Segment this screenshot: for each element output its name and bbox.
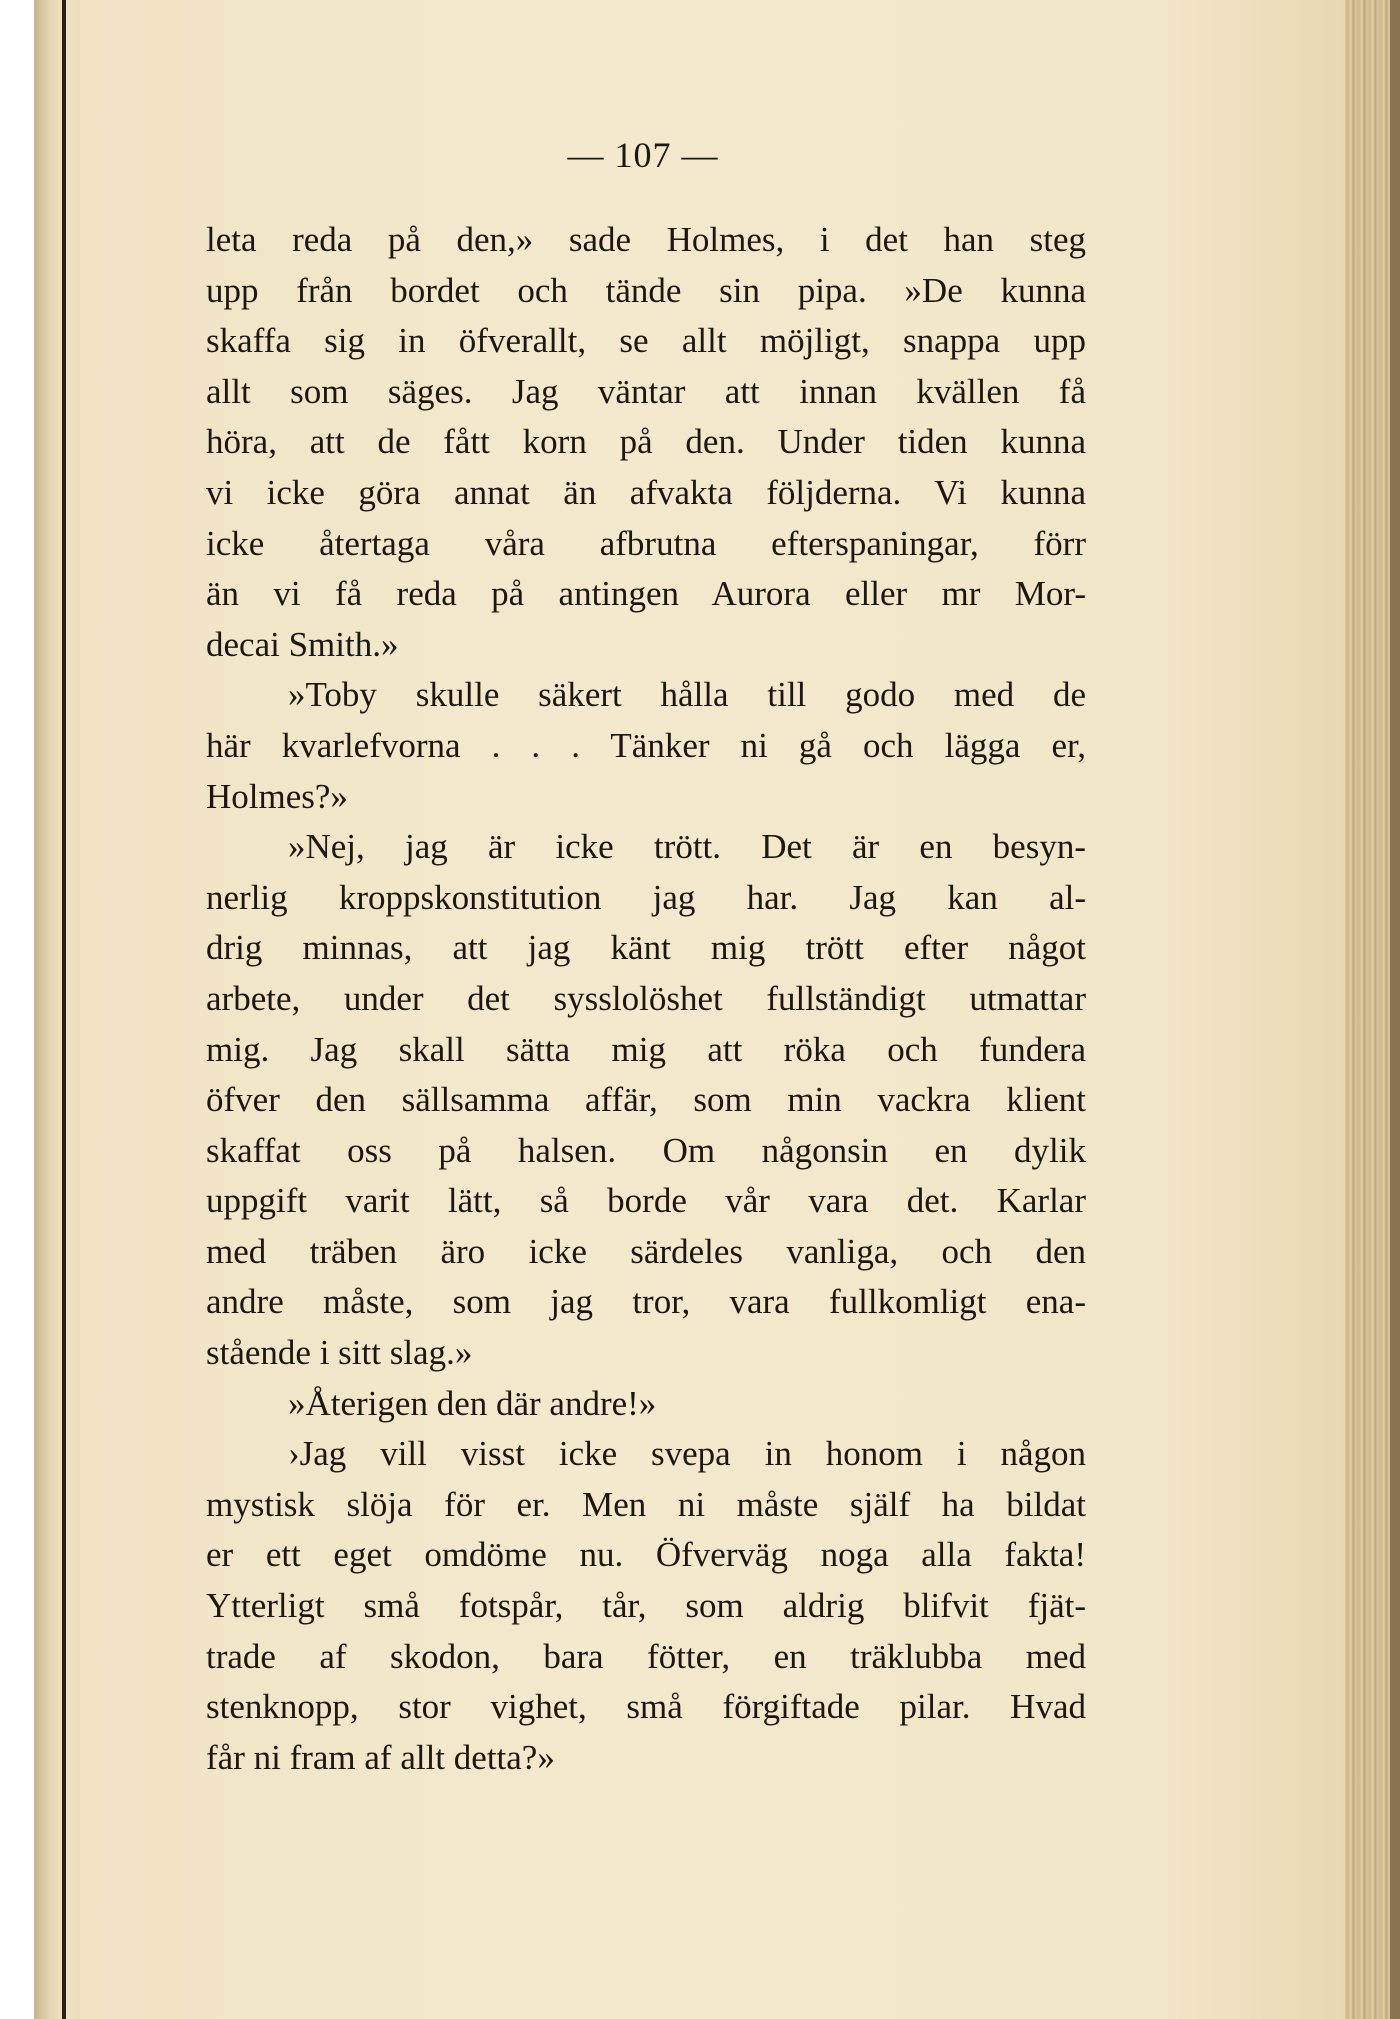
text-line: vi icke göra annat än afvakta följderna. Vi kunna: [206, 472, 1086, 512]
text-line: decai Smith.»: [206, 624, 399, 664]
scan-background: [0, 0, 34, 2019]
text-line: än vi få reda på antingen Aurora eller mr Mor-: [206, 574, 1086, 614]
spine-shadow-line: [62, 0, 66, 2019]
text-line: icke återtaga våra afbrutna efterspaningar, förr: [206, 523, 1086, 563]
text-line: nerlig kroppskonstitution jag har. Jag kan al-: [206, 877, 1086, 917]
text-line: uppgift varit lätt, så borde vår vara det. Karlar: [206, 1181, 1086, 1221]
text-line: skaffa sig in öfverallt, se allt möjligt, snappa upp: [206, 321, 1086, 361]
text-line: ›Jag vill visst icke svepa in honom i någon: [288, 1434, 1086, 1474]
text-line: »Toby skulle säkert hålla till godo med de: [288, 675, 1086, 715]
text-line: andre måste, som jag tror, vara fullkomligt ena-: [206, 1282, 1086, 1322]
page-edge-shadow: [1390, 0, 1400, 2019]
text-line: stående i sitt slag.»: [206, 1333, 473, 1373]
text-line: med träben äro icke särdeles vanliga, och den: [206, 1231, 1086, 1271]
text-line: stenknopp, stor vighet, små förgiftade pilar. Hvad: [206, 1687, 1086, 1727]
text-line: er ett eget omdöme nu. Öfverväg noga alla fakta!: [206, 1535, 1086, 1575]
text-line: allt som säges. Jag väntar att innan kvällen få: [206, 371, 1086, 411]
text-line: mig. Jag skall sätta mig att röka och fundera: [206, 1029, 1086, 1069]
body-text: [206, 215, 1086, 1783]
text-line: skaffat oss på halsen. Om någonsin en dylik: [206, 1130, 1086, 1170]
text-line: trade af skodon, bara fötter, en träklubba med: [206, 1636, 1086, 1676]
text-line: drig minnas, att jag känt mig trött efter något: [206, 928, 1086, 968]
text-line: »Nej, jag är icke trött. Det är en besyn-: [288, 827, 1086, 867]
text-line: får ni fram af allt detta?»: [206, 1737, 555, 1777]
text-line: mystisk slöja för er. Men ni måste själf ha bildat: [206, 1484, 1086, 1524]
text-line: här kvarlefvorna . . . Tänker ni gå och lägga er,: [206, 725, 1086, 765]
book-spine: [34, 0, 80, 2019]
text-line: Ytterligt små fotspår, tår, som aldrig blifvit fjät-: [206, 1586, 1086, 1626]
text-line: arbete, under det sysslolöshet fullständigt utmattar: [206, 978, 1086, 1018]
text-line: höra, att de fått korn på den. Under tiden kunna: [206, 422, 1086, 462]
text-line: öfver den sällsamma affär, som min vackra klient: [206, 1080, 1086, 1120]
page-number: — 107 —: [567, 135, 719, 175]
text-line: Holmes?»: [206, 776, 348, 816]
text-line: leta reda på den,» sade Holmes, i det han steg: [206, 220, 1086, 259]
text-line: upp från bordet och tände sin pipa. »De kunna: [206, 270, 1086, 310]
text-line: »Återigen den där andre!»: [288, 1383, 657, 1423]
